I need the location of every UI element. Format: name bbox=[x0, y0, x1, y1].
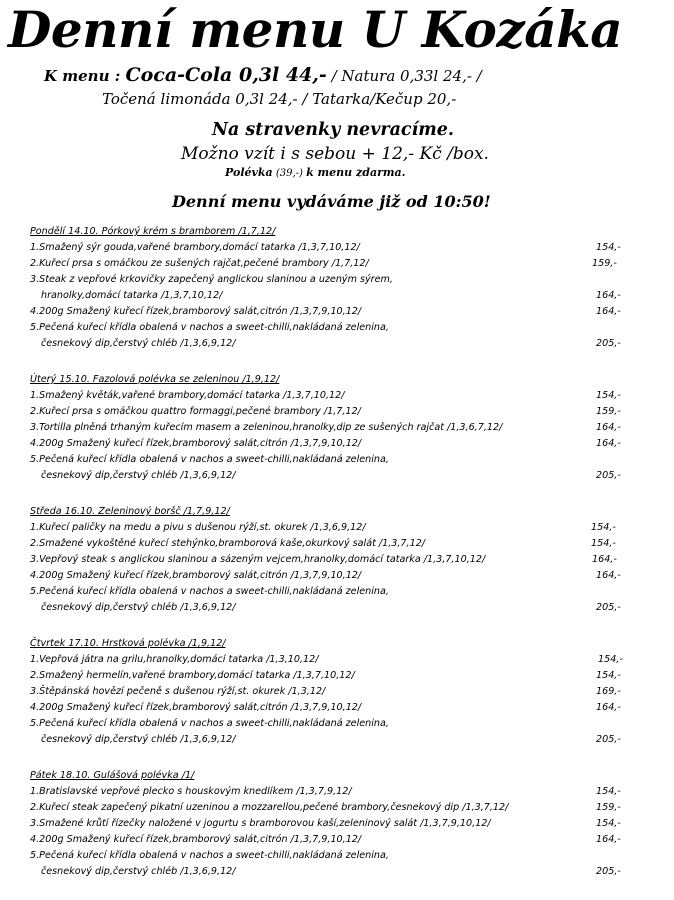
item-text: 1.Bratislavské vepřové plecko s houskovým knedlíkem /1,3,7,9,12/ bbox=[30, 786, 352, 797]
item-price: 205,- bbox=[596, 470, 621, 481]
soup-word: Polévka bbox=[225, 166, 273, 179]
drinks-rest: / Natura 0,33l 24,- / bbox=[326, 67, 482, 85]
day-header: Úterý 15.10. Fazolová polévka se zeleninou /1,9,12/ bbox=[30, 374, 280, 385]
menu-item bbox=[30, 800, 650, 816]
menu-item bbox=[30, 716, 650, 748]
serving-time-note: Denní menu vydáváme již od 10:50! bbox=[172, 192, 491, 211]
menu-item bbox=[30, 452, 650, 484]
menu-item bbox=[30, 832, 650, 848]
daily-menu bbox=[30, 224, 650, 900]
item-text: 2.Smažené vykoštěné kuřecí stehýnko,bramborová kaše,okurkový salát /1,3,7,12/ bbox=[30, 538, 426, 549]
item-text: 1.Smažený květák,vařené brambory,domácí tatarka /1,3,7,10,12/ bbox=[30, 390, 345, 401]
day-header: Středa 16.10. Zeleninový boršč /1,7,9,12/ bbox=[30, 506, 230, 517]
day-monday bbox=[30, 224, 650, 352]
item-price: 164,- bbox=[592, 554, 617, 565]
item-text: 5.Pečená kuřecí křídla obalená v nachos a sweet-chilli,nakládaná zelenina, bbox=[30, 454, 389, 465]
drinks-label: K menu : bbox=[44, 67, 126, 85]
menu-item bbox=[30, 568, 650, 584]
item-price: 154,- bbox=[598, 654, 623, 665]
menu-item bbox=[30, 320, 650, 352]
item-text-continued: česnekový dip,čerstvý chléb /1,3,6,9,12/ bbox=[41, 602, 236, 613]
menu-item bbox=[30, 668, 650, 684]
menu-item bbox=[30, 240, 650, 256]
item-price: 205,- bbox=[596, 338, 621, 349]
item-text: 3.Smažené krůtí řízečky naložené v jogurtu s bramborovou kaší,zeleninový salát /1,3,7,9,10,12/ bbox=[30, 818, 491, 829]
item-text: 5.Pečená kuřecí křídla obalená v nachos a sweet-chilli,nakládaná zelenina, bbox=[30, 850, 389, 861]
item-price: 164,- bbox=[596, 702, 621, 713]
menu-item bbox=[30, 552, 650, 568]
item-price: 159,- bbox=[596, 406, 621, 417]
day-header: Čtvrtek 17.10. Hrstková polévka /1,9,12/ bbox=[30, 638, 226, 649]
menu-item bbox=[30, 684, 650, 700]
item-price: 164,- bbox=[596, 306, 621, 317]
item-text: 2.Kuřecí prsa s omáčkou quattro formaggi,pečené brambory /1,7,12/ bbox=[30, 406, 361, 417]
menu-item bbox=[30, 848, 650, 880]
item-text: 4.200g Smažený kuřecí řízek,bramborový salát,citrón /1,3,7,9,10,12/ bbox=[30, 438, 362, 449]
item-text: 4.200g Smažený kuřecí řízek,bramborový salát,citrón /1,3,7,9,10,12/ bbox=[30, 834, 362, 845]
menu-item bbox=[30, 816, 650, 832]
day-wednesday bbox=[30, 504, 650, 616]
item-text: 4.200g Smažený kuřecí řízek,bramborový salát,citrón /1,3,7,9,10,12/ bbox=[30, 306, 362, 317]
drinks-line-2: Točená limonáda 0,3l 24,- / Tatarka/Kečup 20,- bbox=[102, 90, 457, 108]
item-price: 154,- bbox=[591, 538, 616, 549]
menu-title: Denní menu U Kozáka bbox=[8, 0, 623, 59]
item-text: 1.Smažený sýr gouda,vařené brambory,domácí tatarka /1,3,7,10,12/ bbox=[30, 242, 360, 253]
item-text: 1.Vepřová játra na grilu,hranolky,domácí tatarka /1,3,10,12/ bbox=[30, 654, 319, 665]
item-price: 154,- bbox=[591, 522, 616, 533]
day-tuesday bbox=[30, 372, 650, 484]
item-price: 164,- bbox=[596, 422, 621, 433]
item-text: 4.200g Smažený kuřecí řízek,bramborový salát,citrón /1,3,7,9,10,12/ bbox=[30, 570, 362, 581]
item-price: 154,- bbox=[596, 390, 621, 401]
menu-item bbox=[30, 520, 650, 536]
item-price: 154,- bbox=[596, 670, 621, 681]
takeaway-note: Možno vzít i s sebou + 12,- Kč /box. bbox=[181, 144, 489, 164]
soup-rest: k menu zdarma. bbox=[306, 166, 406, 179]
day-header: Pátek 18.10. Gulášová polévka /1/ bbox=[30, 770, 195, 781]
item-price: 159,- bbox=[592, 258, 617, 269]
item-text: 3.Steak z vepřové krkovičky zapečený anglickou slaninou a uzeným sýrem, bbox=[30, 274, 393, 285]
item-text: 3.Tortilla plněná trhaným kuřecím masem a zeleninou,hranolky,dip ze sušených rajčat /1,3,6,7,12/ bbox=[30, 422, 503, 433]
menu-item bbox=[30, 784, 650, 800]
item-text: 3.Štěpánská hovězí pečeně s dušenou rýží,st. okurek /1,3,12/ bbox=[30, 686, 326, 697]
item-price: 169,- bbox=[596, 686, 621, 697]
menu-item bbox=[30, 436, 650, 452]
item-price: 154,- bbox=[596, 242, 621, 253]
menu-item bbox=[30, 388, 650, 404]
item-price: 164,- bbox=[596, 570, 621, 581]
menu-item bbox=[30, 272, 650, 304]
item-text-continued: česnekový dip,čerstvý chléb /1,3,6,9,12/ bbox=[41, 470, 236, 481]
item-text: 2.Kuřecí steak zapečený pikatní uzeninou a mozzarellou,pečené brambory,česnekový dip /1,3,7,12/ bbox=[30, 802, 509, 813]
menu-item bbox=[30, 256, 650, 272]
menu-item bbox=[30, 700, 650, 716]
day-friday bbox=[30, 768, 650, 880]
item-text-continued: česnekový dip,čerstvý chléb /1,3,6,9,12/ bbox=[41, 866, 236, 877]
item-text: 5.Pečená kuřecí křídla obalená v nachos a sweet-chilli,nakládaná zelenina, bbox=[30, 586, 389, 597]
soup-note bbox=[225, 165, 405, 181]
day-thursday bbox=[30, 636, 650, 748]
menu-item bbox=[30, 536, 650, 552]
item-price: 154,- bbox=[596, 818, 621, 829]
item-price: 205,- bbox=[596, 734, 621, 745]
menu-item bbox=[30, 584, 650, 616]
item-text: 5.Pečená kuřecí křídla obalená v nachos a sweet-chilli,nakládaná zelenina, bbox=[30, 322, 389, 333]
item-text: 4.200g Smažený kuřecí řízek,bramborový salát,citrón /1,3,7,9,10,12/ bbox=[30, 702, 362, 713]
item-text-continued: hranolky,domácí tatarka /1,3,7,10,12/ bbox=[41, 290, 223, 301]
item-price: 164,- bbox=[596, 834, 621, 845]
menu-item bbox=[30, 304, 650, 320]
item-text-continued: česnekový dip,čerstvý chléb /1,3,6,9,12/ bbox=[41, 734, 236, 745]
drinks-line bbox=[44, 64, 482, 87]
drinks-main: Coca-Cola 0,3l 44,- bbox=[125, 64, 327, 86]
item-text: 2.Smažený hermelín,vařené brambory,domácí tatarka /1,3,7,10,12/ bbox=[30, 670, 355, 681]
item-text: 2.Kuřecí prsa s omáčkou ze sušených rajčat,pečené brambory /1,7,12/ bbox=[30, 258, 369, 269]
menu-item bbox=[30, 420, 650, 436]
item-text: 1.Kuřecí paličky na medu a pivu s dušenou rýží,st. okurek /1,3,6,9,12/ bbox=[30, 522, 366, 533]
menu-item bbox=[30, 652, 650, 668]
soup-price: (39,-) bbox=[272, 168, 307, 179]
item-text: 5.Pečená kuřecí křídla obalená v nachos a sweet-chilli,nakládaná zelenina, bbox=[30, 718, 389, 729]
item-price: 164,- bbox=[596, 290, 621, 301]
item-text-continued: česnekový dip,čerstvý chléb /1,3,6,9,12/ bbox=[41, 338, 236, 349]
day-header: Pondělí 14.10. Pórkový krém s bramborem /1,7,12/ bbox=[30, 226, 276, 237]
item-price: 164,- bbox=[596, 438, 621, 449]
item-text: 3.Vepřový steak s anglickou slaninou a sázeným vejcem,hranolky,domácí tatarka /1,3,7,10,12/ bbox=[30, 554, 486, 565]
item-price: 159,- bbox=[596, 802, 621, 813]
item-price: 205,- bbox=[596, 866, 621, 877]
menu-item bbox=[30, 404, 650, 420]
vouchers-note: Na stravenky nevracíme. bbox=[212, 120, 454, 140]
item-price: 154,- bbox=[596, 786, 621, 797]
item-price: 205,- bbox=[596, 602, 621, 613]
